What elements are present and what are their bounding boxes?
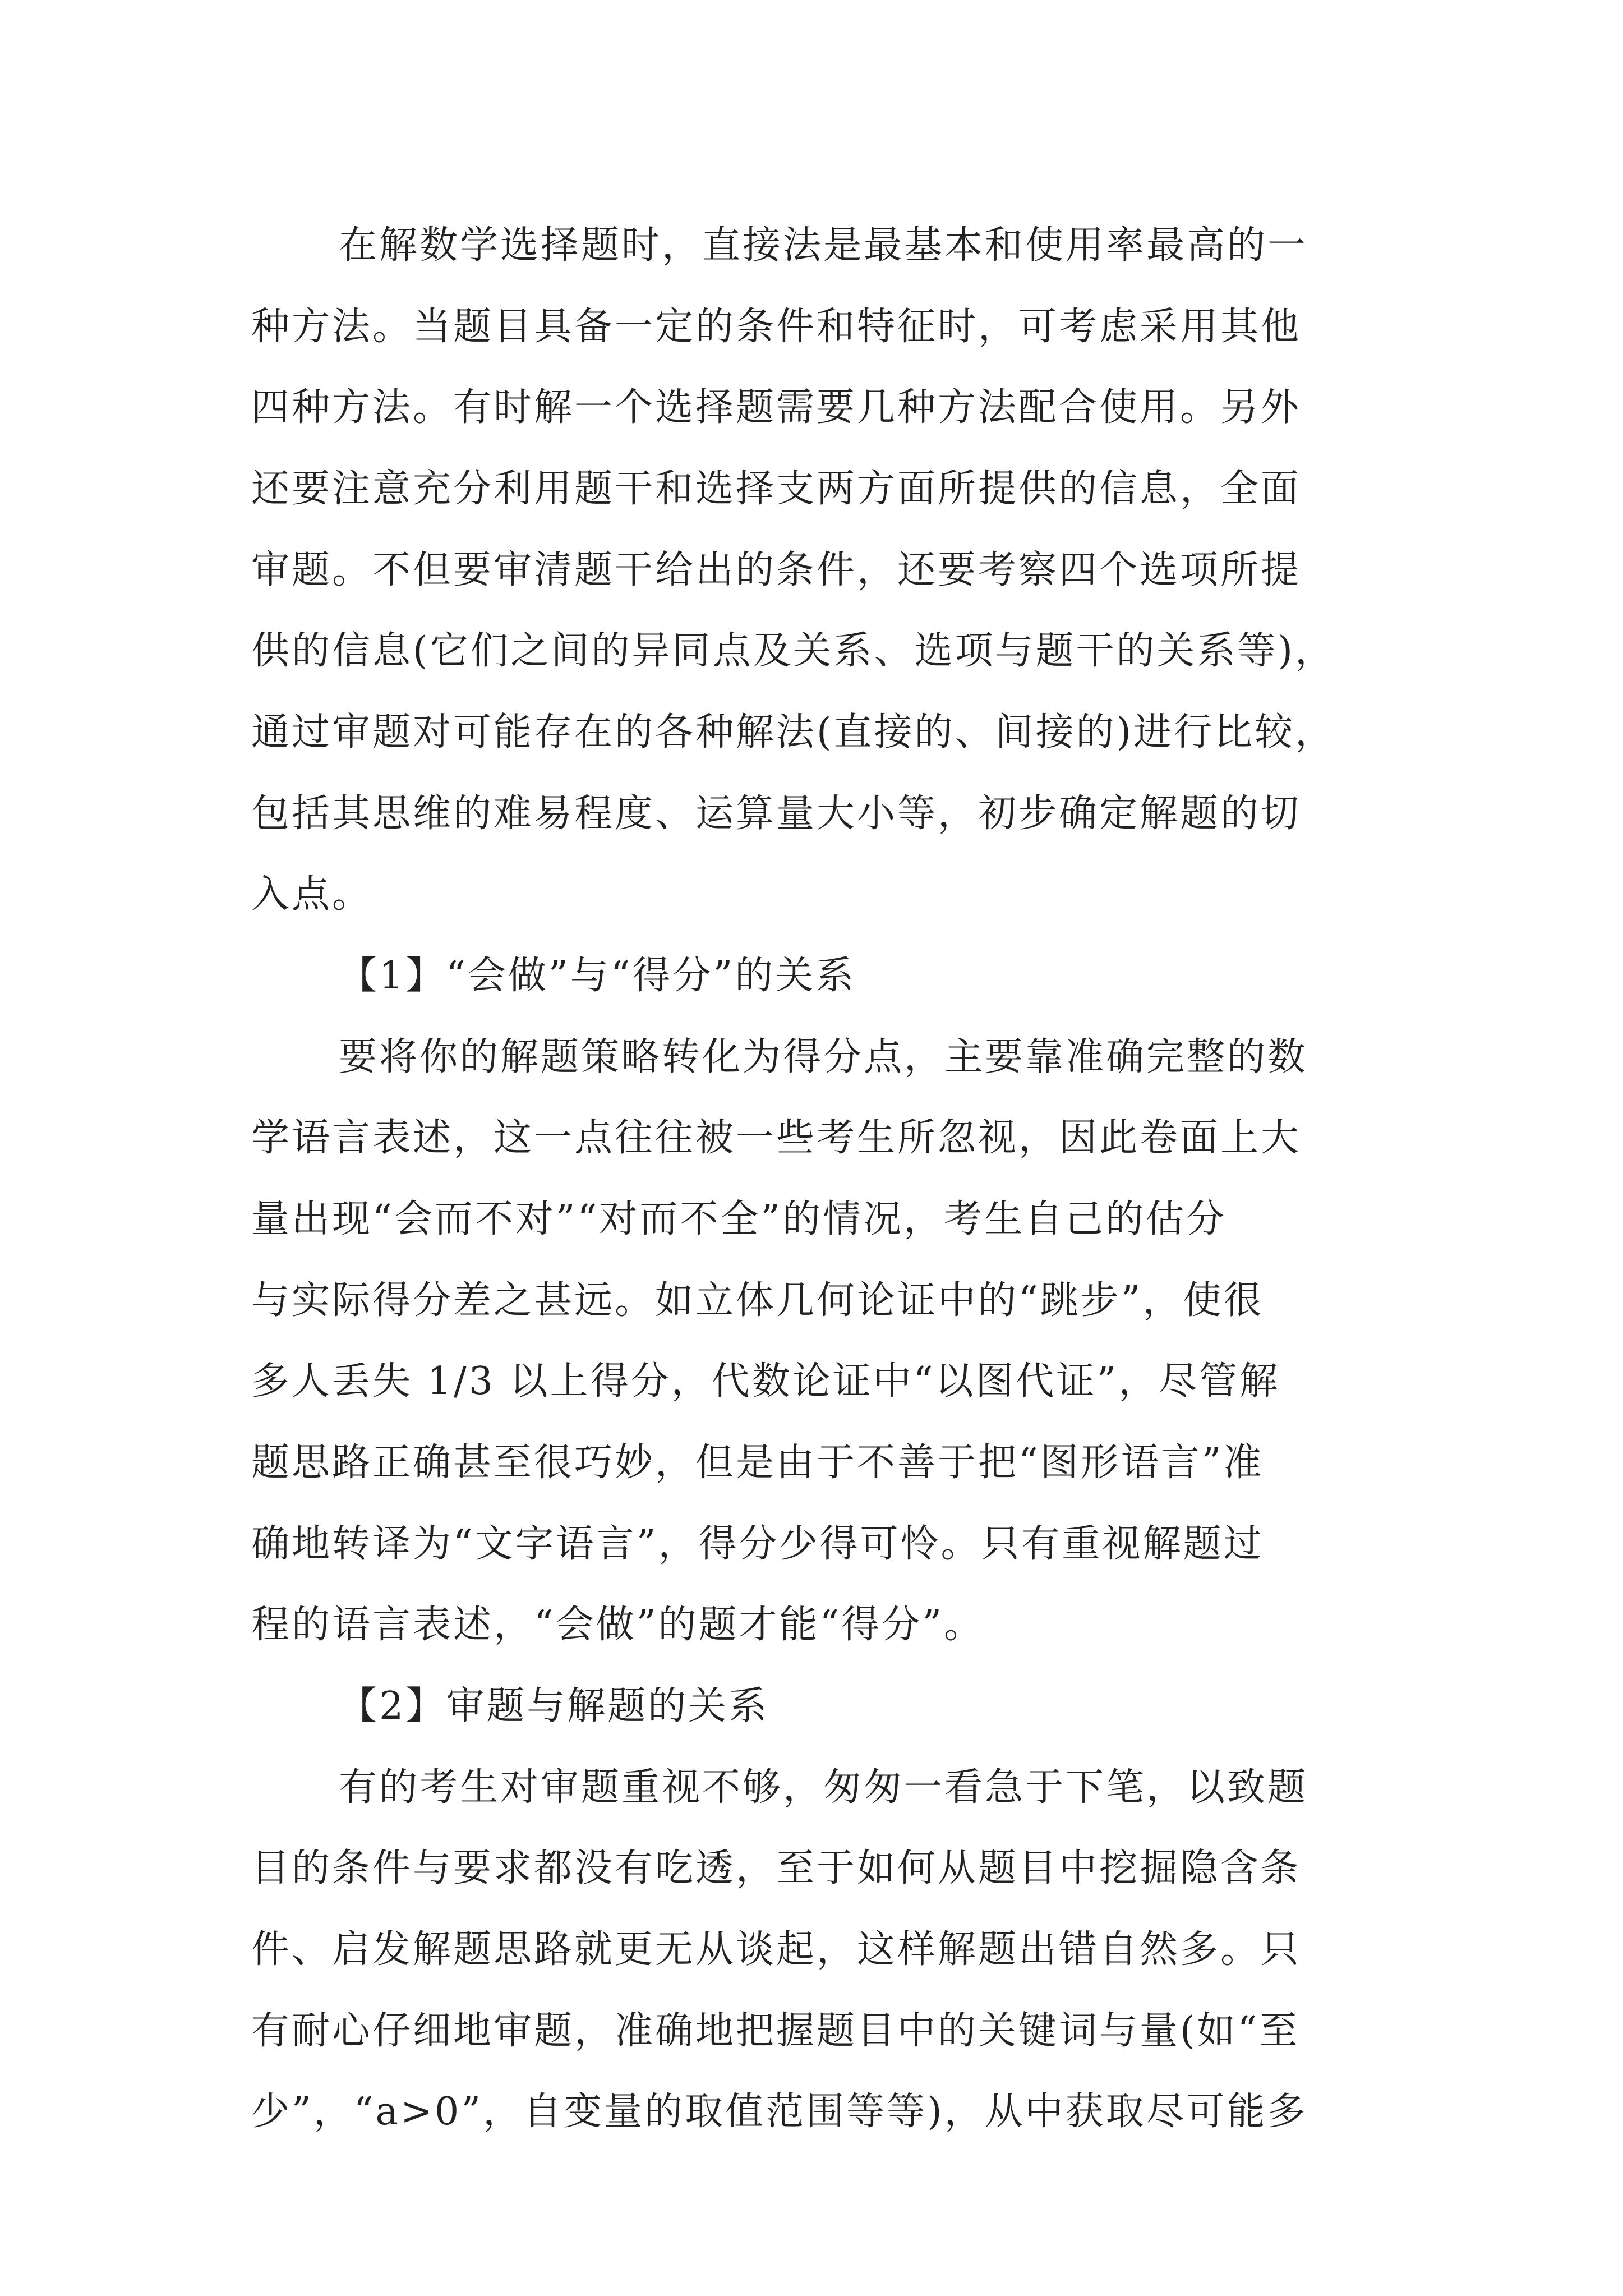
text-line: 种方法。当题目具备一定的条件和特征时，可考虑采用其他 (251, 305, 1302, 349)
text-line: 确地转译为“文字语言”，得分少得可怜。只有重视解题过 (251, 1522, 1264, 1566)
section-heading-1: 【1】“会做”与“得分”的关系 (339, 954, 856, 998)
text-line: 通过审题对可能存在的各种解法(直接的、间接的)进行比较， (251, 710, 1336, 754)
text-line: 包括其思维的难易程度、运算量大小等，初步确定解题的切 (251, 792, 1302, 836)
text-line: 学语言表述，这一点往往被一些考生所忽视，因此卷面上大 (251, 1116, 1302, 1160)
text-line: 目的条件与要求都没有吃透，至于如何从题目中挖掘隐含条 (251, 1846, 1302, 1890)
text-line: 有的考生对审题重视不够，匆匆一看急于下笔，以致题 (339, 1765, 1308, 1810)
text-line: 少”，“a>0”，自变量的取值范围等等)，从中获取尽可能多 (251, 2090, 1308, 2134)
text-line: 题思路正确甚至很巧妙，但是由于不善于把“图形语言”准 (251, 1441, 1264, 1485)
text-line: 入点。 (251, 872, 373, 917)
text-line: 四种方法。有时解一个选择题需要几种方法配合使用。另外 (251, 385, 1302, 430)
text-line: 还要注意充分利用题干和选择支两方面所提供的信息，全面 (251, 467, 1302, 511)
text-line: 与实际得分差之甚远。如立体几何论证中的“跳步”，使很 (251, 1278, 1264, 1323)
text-line: 有耐心仔细地审题，准确地把握题目中的关键词与量(如“至 (251, 2009, 1300, 2053)
text-line: 多人丢失 1/3 以上得分，代数论证中“以图代证”，尽管解 (251, 1359, 1280, 1404)
text-line: 要将你的解题策略转化为得分点，主要靠准确完整的数 (339, 1035, 1308, 1079)
section-heading-2: 【2】审题与解题的关系 (339, 1684, 769, 1728)
text-line: 审题。不但要审清题干给出的条件，还要考察四个选项所提 (251, 548, 1302, 592)
text-line: 供的信息(它们之间的异同点及关系、选项与题干的关系等)， (251, 629, 1336, 673)
text-line: 程的语言表述，“会做”的题才能“得分”。 (251, 1603, 985, 1647)
text-line: 件、启发解题思路就更无从谈起，这样解题出错自然多。只 (251, 1927, 1302, 1972)
text-line: 量出现“会而不对”“对而不全”的情况，考生自己的估分 (251, 1197, 1227, 1241)
text-line: 在解数学选择题时，直接法是最基本和使用率最高的一 (339, 223, 1308, 268)
